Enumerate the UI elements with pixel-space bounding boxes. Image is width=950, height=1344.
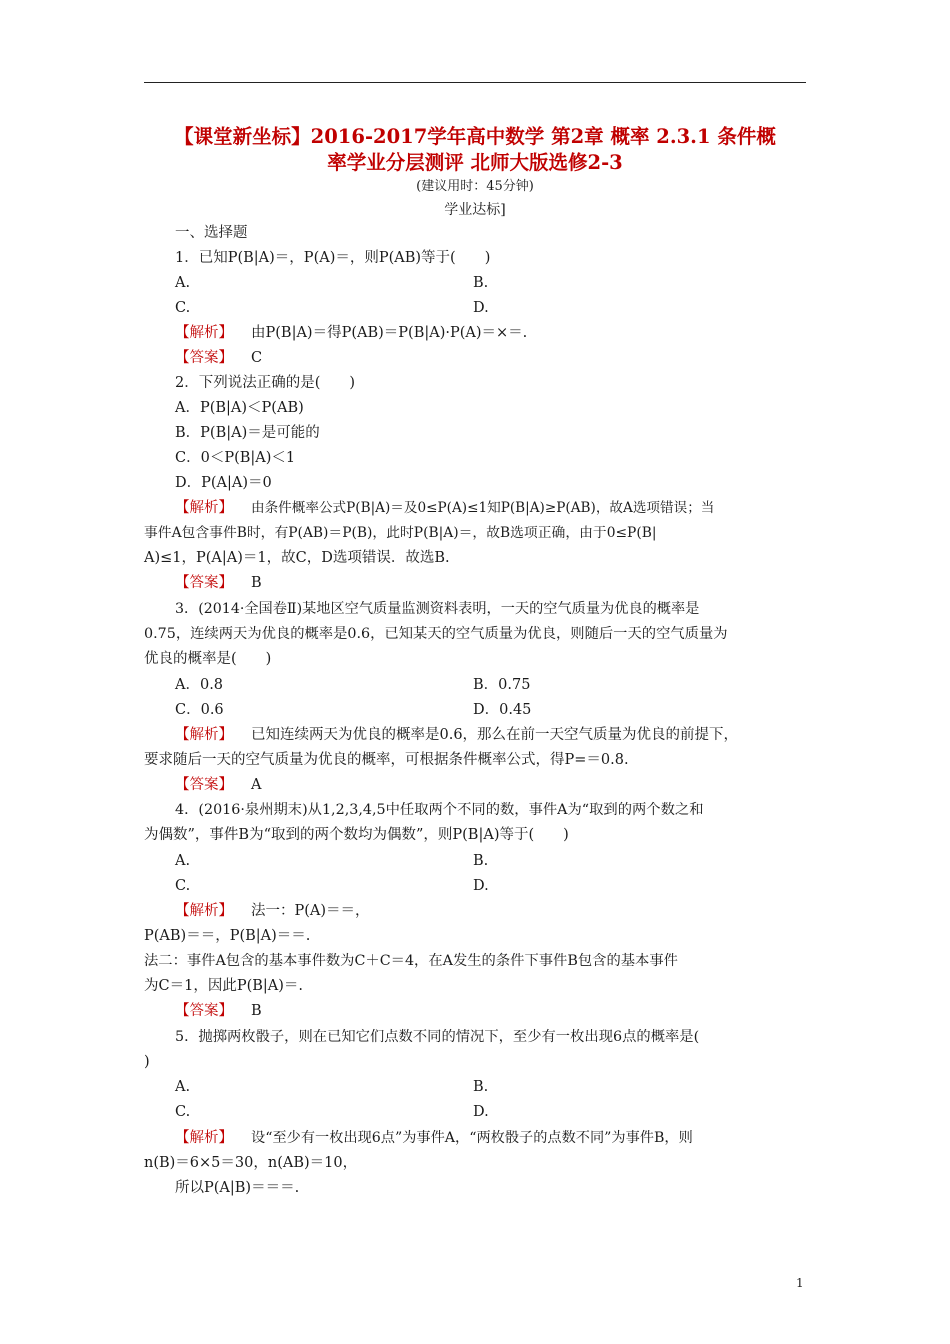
q2-option-a: A．P(B|A)＜P(AB) <box>175 400 304 416</box>
header-rule <box>144 82 806 83</box>
part-title: 一、选择题 <box>175 225 248 241</box>
q5-stem-line1: 5．抛掷两枚骰子，则在已知它们点数不同的情况下，至少有一枚出现6点的概率是( <box>175 1029 700 1045</box>
q4-analysis-text1: 法一：P(A)＝＝， <box>251 903 370 919</box>
q1-stem: 1．已知P(B|A)＝，P(A)＝，则P(AB)等于( ) <box>175 250 491 266</box>
q1-option-c: C. <box>175 300 191 316</box>
q3-option-d: D．0.45 <box>473 702 532 718</box>
doc-title-line1: 【课堂新坐标】2016-2017学年高中数学 第2章 概率 2.3.1 条件概 <box>174 125 776 148</box>
q1-option-d: D. <box>473 300 489 316</box>
q1-analysis <box>175 323 527 343</box>
answer-label: 【答案】 <box>175 575 233 591</box>
q1-answer-value: C <box>251 350 263 366</box>
q2-answer <box>175 573 262 593</box>
q1-analysis-text: 由P(B|A)＝得P(AB)＝P(B|A)·P(A)＝×＝. <box>251 325 528 341</box>
q4-option-c: C. <box>175 878 191 894</box>
q5-analysis-text1: 设“至少有一枚出现6点”为事件A，“两枚骰子的点数不同”为事件B，则 <box>251 1130 693 1146</box>
analysis-label: 【解析】 <box>175 903 233 919</box>
q1-option-a: A. <box>175 275 191 291</box>
q1-answer <box>175 348 262 368</box>
q1-option-b: B. <box>473 275 489 291</box>
q2-stem: 2．下列说法正确的是( ) <box>175 375 356 391</box>
q4-option-a: A. <box>175 853 191 869</box>
q3-analysis-text1: 已知连续两天为优良的概率是0.6，那么在前一天空气质量为优良的前提下， <box>251 727 739 743</box>
q3-answer <box>175 775 261 795</box>
q4-analysis-line2: P(AB)＝＝，P(B|A)＝＝. <box>144 928 311 944</box>
q4-answer <box>175 1001 262 1021</box>
doc-title-line2: 率学业分层测评 北师大版选修2-3 <box>327 151 623 174</box>
answer-label: 【答案】 <box>175 1003 233 1019</box>
q4-option-b: B. <box>473 853 489 869</box>
q4-stem-line2: 为偶数”，事件B为“取到的两个数均为偶数”，则P(B|A)等于( ) <box>144 827 569 843</box>
q2-answer-value: B <box>251 575 262 591</box>
q4-analysis-line4: 为C＝1，因此P(B|A)＝. <box>144 978 304 994</box>
q5-analysis-line2: n(B)＝6×5＝30，n(AB)＝10， <box>144 1155 358 1171</box>
q3-stem-line1: 3．(2014·全国卷Ⅱ)某地区空气质量监测资料表明，一天的空气质量为优良的概率是 <box>175 601 700 617</box>
page-number: 1 <box>796 1276 804 1290</box>
answer-label: 【答案】 <box>175 350 233 366</box>
q4-analysis-line1 <box>175 901 370 921</box>
q5-option-c: C. <box>175 1104 191 1120</box>
section-heading: 学业达标] <box>444 202 506 218</box>
q2-option-c: C．0＜P(B|A)＜1 <box>175 450 296 466</box>
q3-analysis-line1 <box>175 725 738 745</box>
q5-analysis-line3: 所以P(A|B)＝＝＝. <box>175 1180 300 1196</box>
q5-stem-line2: ) <box>144 1054 150 1070</box>
q3-option-b: B．0.75 <box>473 677 531 693</box>
answer-label: 【答案】 <box>175 777 233 793</box>
q3-stem-line3: 优良的概率是( ) <box>144 651 272 667</box>
analysis-label: 【解析】 <box>175 325 233 341</box>
q2-analysis-line3: A)≤1，P(A|A)＝1，故C，D选项错误．故选B. <box>144 550 450 566</box>
q2-analysis-line2: 事件A包含事件B时，有P(AB)＝P(B)，此时P(B|A)＝，故B选项正确，由于0≤P(B| <box>144 525 657 541</box>
q4-option-d: D. <box>473 878 489 894</box>
q4-stem-line1: 4．(2016·泉州期末)从1,2,3,4,5中任取两个不同的数，事件A为“取到的两个数之和 <box>175 802 704 818</box>
q5-option-a: A. <box>175 1079 191 1095</box>
q3-option-a: A．0.8 <box>175 677 224 693</box>
q2-option-b: B．P(B|A)＝是可能的 <box>175 425 320 441</box>
q2-analysis-text1: 由条件概率公式P(B|A)＝及0≤P(A)≤1知P(B|A)≥P(AB)，故A选项错误；当 <box>251 500 715 516</box>
time-note: (建议用时：45分钟) <box>416 179 534 194</box>
q4-analysis-line3: 法二：事件A包含的基本事件数为C＋C＝4，在A发生的条件下事件B包含的基本事件 <box>144 953 678 969</box>
q3-analysis-line2: 要求随后一天的空气质量为优良的概率，可根据条件概率公式，得P=＝0.8. <box>144 752 629 768</box>
q2-analysis-line1 <box>175 498 714 518</box>
q5-option-b: B. <box>473 1079 489 1095</box>
q3-option-c: C．0.6 <box>175 702 224 718</box>
q5-analysis-line1 <box>175 1128 693 1148</box>
q5-option-d: D. <box>473 1104 489 1120</box>
q4-answer-value: B <box>251 1003 262 1019</box>
analysis-label: 【解析】 <box>175 1130 233 1146</box>
analysis-label: 【解析】 <box>175 727 233 743</box>
analysis-label: 【解析】 <box>175 500 233 516</box>
q3-answer-value: A <box>251 777 262 793</box>
q2-option-d: D．P(A|A)＝0 <box>175 475 272 491</box>
q3-stem-line2: 0.75，连续两天为优良的概率是0.6，已知某天的空气质量为优良，则随后一天的空气质量为 <box>144 626 728 642</box>
